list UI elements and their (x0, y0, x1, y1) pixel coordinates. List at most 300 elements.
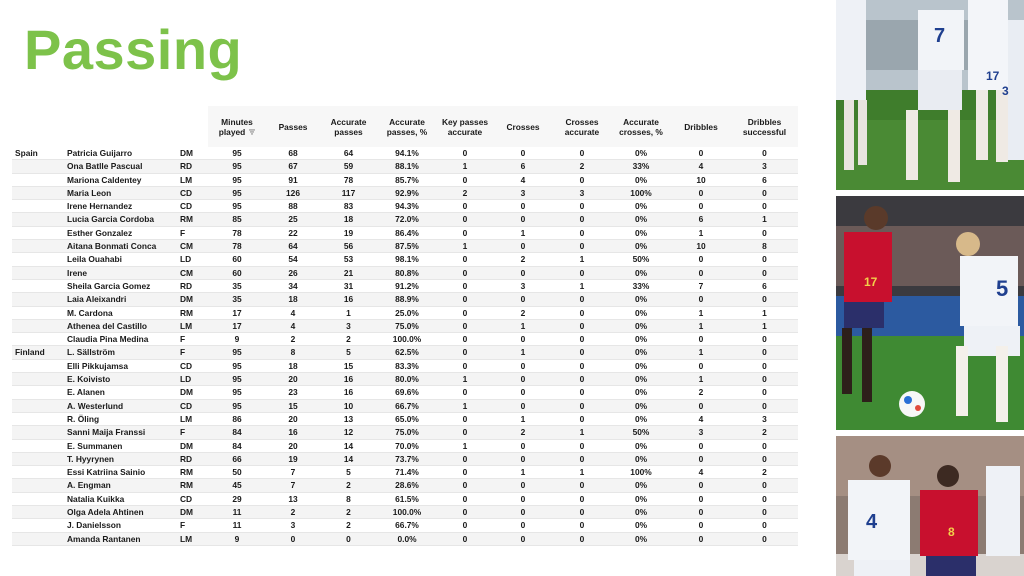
dribbles-successful-cell: 0 (731, 519, 798, 532)
passes-cell: 25 (266, 213, 320, 226)
crosses-cell: 0 (493, 439, 553, 452)
accurate-crosses-pct-cell: 0% (611, 439, 671, 452)
crosses-accurate-cell: 1 (553, 279, 611, 292)
accurate-passes-cell: 13 (320, 412, 377, 425)
team-cell (12, 373, 65, 386)
table-row (12, 226, 798, 239)
table-row (12, 506, 798, 519)
passes-cell: 13 (266, 492, 320, 505)
table-row (12, 293, 798, 306)
dribbles-cell: 0 (671, 532, 731, 545)
accurate-passes-cell: 14 (320, 452, 377, 465)
crosses-accurate-cell: 0 (553, 240, 611, 253)
crosses-cell: 0 (493, 359, 553, 372)
minutes-played-cell: 86 (208, 412, 266, 425)
crosses-cell: 2 (493, 306, 553, 319)
accurate-crosses-pct-cell: 50% (611, 426, 671, 439)
table-row (12, 333, 798, 346)
dribbles-successful-cell: 2 (731, 466, 798, 479)
key-passes-accurate-cell: 0 (437, 333, 493, 346)
header-passes[interactable] (266, 106, 320, 147)
accurate-passes-pct-cell: 98.1% (377, 253, 437, 266)
accurate-crosses-pct-cell: 0% (611, 479, 671, 492)
team-cell (12, 333, 65, 346)
accurate-crosses-pct-cell: 0% (611, 213, 671, 226)
dribbles-cell: 1 (671, 226, 731, 239)
header-dribbles-successful[interactable] (731, 106, 798, 147)
position-cell: RM (179, 213, 208, 226)
key-passes-accurate-cell: 0 (437, 412, 493, 425)
crosses-accurate-cell: 2 (553, 160, 611, 173)
passing-stats-table (12, 106, 798, 546)
header-label: Dribbles successful (742, 116, 787, 137)
passing-table-container (12, 106, 798, 546)
header-label: Accurate passes, % (386, 116, 428, 137)
table-body (12, 147, 798, 545)
table-row (12, 412, 798, 425)
accurate-crosses-pct-cell: 0% (611, 412, 671, 425)
position-cell: DM (179, 439, 208, 452)
header-accurate-crosses-pct[interactable] (611, 106, 671, 147)
accurate-passes-cell: 56 (320, 240, 377, 253)
accurate-passes-cell: 2 (320, 519, 377, 532)
position-cell: LD (179, 373, 208, 386)
header-crosses[interactable] (493, 106, 553, 147)
minutes-played-cell: 35 (208, 293, 266, 306)
dribbles-successful-cell: 0 (731, 200, 798, 213)
minutes-played-cell: 95 (208, 186, 266, 199)
position-cell: F (179, 333, 208, 346)
dribbles-successful-cell: 0 (731, 492, 798, 505)
jersey-number: 5 (996, 276, 1009, 301)
jersey-number: 7 (934, 25, 946, 47)
team-cell (12, 532, 65, 545)
dribbles-successful-cell: 0 (731, 253, 798, 266)
table-row (12, 200, 798, 213)
accurate-crosses-pct-cell: 0% (611, 200, 671, 213)
key-passes-accurate-cell: 1 (437, 160, 493, 173)
crosses-accurate-cell: 0 (553, 439, 611, 452)
key-passes-accurate-cell: 1 (437, 439, 493, 452)
dribbles-successful-cell: 0 (731, 346, 798, 359)
dribbles-cell: 0 (671, 506, 731, 519)
player-name-cell: J. Danielsson (65, 519, 179, 532)
team-cell (12, 160, 65, 173)
dribbles-cell: 10 (671, 240, 731, 253)
table-row (12, 186, 798, 199)
dribbles-successful-cell: 0 (731, 399, 798, 412)
minutes-played-cell: 35 (208, 279, 266, 292)
dribbles-successful-cell: 6 (731, 279, 798, 292)
position-cell: CD (179, 492, 208, 505)
crosses-accurate-cell: 0 (553, 266, 611, 279)
sort-filter-icon[interactable] (249, 129, 255, 135)
crosses-accurate-cell: 0 (553, 399, 611, 412)
key-passes-accurate-cell: 0 (437, 532, 493, 545)
minutes-played-cell: 85 (208, 213, 266, 226)
team-cell (12, 173, 65, 186)
passes-cell: 3 (266, 519, 320, 532)
accurate-passes-pct-cell: 80.8% (377, 266, 437, 279)
crosses-accurate-cell: 0 (553, 359, 611, 372)
table-row (12, 213, 798, 226)
table-row (12, 373, 798, 386)
accurate-crosses-pct-cell: 100% (611, 466, 671, 479)
player-name-cell: Sheila Garcia Gomez (65, 279, 179, 292)
position-cell: CM (179, 240, 208, 253)
minutes-played-cell: 9 (208, 333, 266, 346)
key-passes-accurate-cell: 0 (437, 466, 493, 479)
dribbles-cell: 0 (671, 266, 731, 279)
position-cell: CM (179, 266, 208, 279)
header-dribbles[interactable] (671, 106, 731, 147)
player-name-cell: Patricia Guijarro (65, 147, 179, 160)
header-key-passes-accurate[interactable] (437, 106, 493, 147)
accurate-passes-pct-cell: 66.7% (377, 399, 437, 412)
accurate-passes-cell: 59 (320, 160, 377, 173)
accurate-passes-cell: 21 (320, 266, 377, 279)
dribbles-cell: 4 (671, 160, 731, 173)
key-passes-accurate-cell: 0 (437, 200, 493, 213)
position-cell: RM (179, 479, 208, 492)
accurate-passes-pct-cell: 0.0% (377, 532, 437, 545)
crosses-cell: 6 (493, 160, 553, 173)
crosses-cell: 0 (493, 519, 553, 532)
accurate-passes-pct-cell: 65.0% (377, 412, 437, 425)
dribbles-successful-cell: 0 (731, 506, 798, 519)
key-passes-accurate-cell: 0 (437, 173, 493, 186)
accurate-passes-cell: 2 (320, 506, 377, 519)
accurate-passes-pct-cell: 87.5% (377, 240, 437, 253)
team-cell (12, 253, 65, 266)
photo-spain-vs-finland-ball (836, 196, 1024, 430)
team-cell (12, 213, 65, 226)
passes-cell: 22 (266, 226, 320, 239)
header-accurate-passes-pct[interactable] (377, 106, 437, 147)
header-crosses-accurate[interactable] (553, 106, 611, 147)
minutes-played-cell: 11 (208, 519, 266, 532)
crosses-accurate-cell: 0 (553, 200, 611, 213)
accurate-passes-cell: 2 (320, 479, 377, 492)
minutes-played-cell: 11 (208, 506, 266, 519)
jersey-number: 4 (866, 511, 878, 533)
table-row (12, 426, 798, 439)
crosses-cell: 4 (493, 173, 553, 186)
accurate-passes-pct-cell: 94.1% (377, 147, 437, 160)
passes-cell: 91 (266, 173, 320, 186)
crosses-cell: 1 (493, 466, 553, 479)
accurate-passes-pct-cell: 66.7% (377, 519, 437, 532)
accurate-passes-cell: 2 (320, 333, 377, 346)
header-label: Passes (278, 121, 308, 132)
accurate-crosses-pct-cell: 33% (611, 160, 671, 173)
team-cell (12, 452, 65, 465)
key-passes-accurate-cell: 0 (437, 479, 493, 492)
dribbles-successful-cell: 0 (731, 373, 798, 386)
position-cell: RD (179, 452, 208, 465)
minutes-played-cell: 95 (208, 373, 266, 386)
key-passes-accurate-cell: 0 (437, 346, 493, 359)
crosses-cell: 3 (493, 279, 553, 292)
crosses-accurate-cell: 0 (553, 452, 611, 465)
team-cell: Finland (12, 346, 65, 359)
player-name-cell: E. Summanen (65, 439, 179, 452)
passes-cell: 20 (266, 412, 320, 425)
accurate-crosses-pct-cell: 0% (611, 492, 671, 505)
accurate-passes-cell: 83 (320, 200, 377, 213)
accurate-passes-cell: 14 (320, 439, 377, 452)
position-cell: DM (179, 386, 208, 399)
accurate-passes-cell: 3 (320, 319, 377, 332)
crosses-accurate-cell: 0 (553, 373, 611, 386)
accurate-crosses-pct-cell: 0% (611, 266, 671, 279)
crosses-cell: 0 (493, 373, 553, 386)
table-row (12, 399, 798, 412)
team-cell (12, 293, 65, 306)
position-cell: LM (179, 532, 208, 545)
table-row (12, 253, 798, 266)
table-row (12, 466, 798, 479)
player-name-cell: Essi Katriina Sainio (65, 466, 179, 479)
header-label: Accurate passes (330, 116, 367, 137)
key-passes-accurate-cell: 0 (437, 519, 493, 532)
team-cell (12, 279, 65, 292)
player-name-cell: Ona Batlle Pascual (65, 160, 179, 173)
dribbles-successful-cell: 2 (731, 426, 798, 439)
team-cell (12, 466, 65, 479)
position-cell: RD (179, 160, 208, 173)
team-cell: Spain (12, 147, 65, 160)
minutes-played-cell: 84 (208, 426, 266, 439)
passes-cell: 8 (266, 346, 320, 359)
position-cell: LM (179, 173, 208, 186)
accurate-passes-pct-cell: 85.7% (377, 173, 437, 186)
accurate-crosses-pct-cell: 100% (611, 186, 671, 199)
dribbles-cell: 0 (671, 359, 731, 372)
passes-cell: 7 (266, 466, 320, 479)
accurate-passes-cell: 12 (320, 426, 377, 439)
accurate-passes-cell: 16 (320, 386, 377, 399)
dribbles-successful-cell: 0 (731, 532, 798, 545)
crosses-accurate-cell: 0 (553, 147, 611, 160)
player-name-cell: T. Hyyrynen (65, 452, 179, 465)
passes-cell: 26 (266, 266, 320, 279)
crosses-accurate-cell: 0 (553, 293, 611, 306)
crosses-accurate-cell: 0 (553, 173, 611, 186)
header-blank-position (179, 106, 208, 147)
passes-cell: 19 (266, 452, 320, 465)
header-label: Key passes accurate (441, 116, 489, 137)
player-name-cell: R. Öling (65, 412, 179, 425)
table-row (12, 452, 798, 465)
accurate-passes-pct-cell: 100.0% (377, 506, 437, 519)
accurate-crosses-pct-cell: 0% (611, 346, 671, 359)
crosses-cell: 0 (493, 532, 553, 545)
dribbles-successful-cell: 1 (731, 213, 798, 226)
accurate-crosses-pct-cell: 0% (611, 226, 671, 239)
crosses-accurate-cell: 0 (553, 319, 611, 332)
dribbles-cell: 0 (671, 452, 731, 465)
crosses-cell: 1 (493, 346, 553, 359)
accurate-passes-pct-cell: 83.3% (377, 359, 437, 372)
team-cell (12, 319, 65, 332)
header-minutes-played[interactable] (208, 106, 266, 147)
passes-cell: 16 (266, 426, 320, 439)
table-row (12, 346, 798, 359)
dribbles-successful-cell: 0 (731, 359, 798, 372)
header-blank-team (12, 106, 65, 147)
header-label: Minutes played (218, 116, 253, 137)
key-passes-accurate-cell: 1 (437, 399, 493, 412)
key-passes-accurate-cell: 0 (437, 426, 493, 439)
crosses-accurate-cell: 0 (553, 333, 611, 346)
accurate-passes-pct-cell: 70.0% (377, 439, 437, 452)
key-passes-accurate-cell: 0 (437, 452, 493, 465)
crosses-accurate-cell: 0 (553, 213, 611, 226)
dribbles-cell: 3 (671, 426, 731, 439)
header-label: Crosses accurate (564, 116, 600, 137)
player-name-cell: Irene Hernandez (65, 200, 179, 213)
accurate-passes-cell: 31 (320, 279, 377, 292)
team-cell (12, 412, 65, 425)
crosses-cell: 0 (493, 479, 553, 492)
player-name-cell: Mariona Caldentey (65, 173, 179, 186)
crosses-cell: 1 (493, 319, 553, 332)
accurate-passes-pct-cell: 28.6% (377, 479, 437, 492)
player-name-cell: A. Engman (65, 479, 179, 492)
passes-cell: 15 (266, 399, 320, 412)
crosses-cell: 0 (493, 452, 553, 465)
passes-cell: 34 (266, 279, 320, 292)
crosses-accurate-cell: 0 (553, 386, 611, 399)
table-header-row (12, 106, 798, 147)
accurate-passes-pct-cell: 73.7% (377, 452, 437, 465)
accurate-crosses-pct-cell: 0% (611, 386, 671, 399)
crosses-accurate-cell: 0 (553, 479, 611, 492)
key-passes-accurate-cell: 0 (437, 266, 493, 279)
accurate-crosses-pct-cell: 0% (611, 240, 671, 253)
team-cell (12, 426, 65, 439)
key-passes-accurate-cell: 2 (437, 186, 493, 199)
accurate-passes-cell: 19 (320, 226, 377, 239)
accurate-passes-cell: 5 (320, 346, 377, 359)
key-passes-accurate-cell: 0 (437, 279, 493, 292)
accurate-passes-pct-cell: 86.4% (377, 226, 437, 239)
accurate-passes-pct-cell: 88.1% (377, 160, 437, 173)
minutes-played-cell: 60 (208, 253, 266, 266)
header-label: Dribbles (684, 121, 718, 132)
accurate-passes-cell: 16 (320, 293, 377, 306)
passes-cell: 23 (266, 386, 320, 399)
minutes-played-cell: 95 (208, 160, 266, 173)
dribbles-successful-cell: 8 (731, 240, 798, 253)
dribbles-successful-cell: 0 (731, 147, 798, 160)
player-name-cell: Olga Adela Ahtinen (65, 506, 179, 519)
header-accurate-passes[interactable] (320, 106, 377, 147)
team-cell (12, 479, 65, 492)
player-name-cell: Laia Aleixandri (65, 293, 179, 306)
dribbles-successful-cell: 1 (731, 306, 798, 319)
team-cell (12, 439, 65, 452)
passes-cell: 2 (266, 506, 320, 519)
crosses-cell: 0 (493, 492, 553, 505)
table-row (12, 173, 798, 186)
accurate-passes-cell: 64 (320, 147, 377, 160)
dribbles-successful-cell: 3 (731, 412, 798, 425)
position-cell: RD (179, 279, 208, 292)
team-cell (12, 359, 65, 372)
dribbles-cell: 4 (671, 466, 731, 479)
accurate-passes-cell: 0 (320, 532, 377, 545)
passes-cell: 0 (266, 532, 320, 545)
passes-cell: 4 (266, 306, 320, 319)
dribbles-cell: 1 (671, 373, 731, 386)
header-label: Accurate crosses, % (619, 116, 663, 137)
key-passes-accurate-cell: 0 (437, 359, 493, 372)
dribbles-successful-cell: 0 (731, 293, 798, 306)
dribbles-successful-cell: 3 (731, 160, 798, 173)
minutes-played-cell: 95 (208, 200, 266, 213)
position-cell: DM (179, 147, 208, 160)
jersey-number: 17 (864, 275, 878, 289)
minutes-played-cell: 84 (208, 439, 266, 452)
player-name-cell: A. Westerlund (65, 399, 179, 412)
crosses-accurate-cell: 1 (553, 466, 611, 479)
key-passes-accurate-cell: 0 (437, 293, 493, 306)
position-cell: LD (179, 253, 208, 266)
dribbles-cell: 1 (671, 346, 731, 359)
passes-cell: 20 (266, 439, 320, 452)
jersey-number: 3 (1002, 84, 1009, 98)
minutes-played-cell: 78 (208, 226, 266, 239)
minutes-played-cell: 9 (208, 532, 266, 545)
player-name-cell: M. Cardona (65, 306, 179, 319)
team-cell (12, 386, 65, 399)
table-row (12, 439, 798, 452)
team-cell (12, 200, 65, 213)
accurate-passes-pct-cell: 92.9% (377, 186, 437, 199)
accurate-passes-cell: 8 (320, 492, 377, 505)
crosses-cell: 0 (493, 399, 553, 412)
dribbles-cell: 2 (671, 386, 731, 399)
position-cell: LM (179, 412, 208, 425)
minutes-played-cell: 78 (208, 240, 266, 253)
accurate-crosses-pct-cell: 0% (611, 293, 671, 306)
table-row (12, 279, 798, 292)
player-name-cell: Athenea del Castillo (65, 319, 179, 332)
dribbles-cell: 0 (671, 186, 731, 199)
crosses-accurate-cell: 0 (553, 412, 611, 425)
minutes-played-cell: 95 (208, 173, 266, 186)
crosses-accurate-cell: 0 (553, 519, 611, 532)
dribbles-cell: 0 (671, 519, 731, 532)
position-cell: CD (179, 186, 208, 199)
position-cell: F (179, 346, 208, 359)
key-passes-accurate-cell: 0 (437, 147, 493, 160)
table-row (12, 479, 798, 492)
dribbles-successful-cell: 0 (731, 479, 798, 492)
minutes-played-cell: 50 (208, 466, 266, 479)
table-row (12, 319, 798, 332)
passes-cell: 2 (266, 333, 320, 346)
accurate-passes-cell: 78 (320, 173, 377, 186)
player-name-cell: E. Koivisto (65, 373, 179, 386)
crosses-cell: 0 (493, 293, 553, 306)
position-cell: DM (179, 293, 208, 306)
accurate-crosses-pct-cell: 50% (611, 253, 671, 266)
table-row (12, 359, 798, 372)
accurate-passes-cell: 10 (320, 399, 377, 412)
